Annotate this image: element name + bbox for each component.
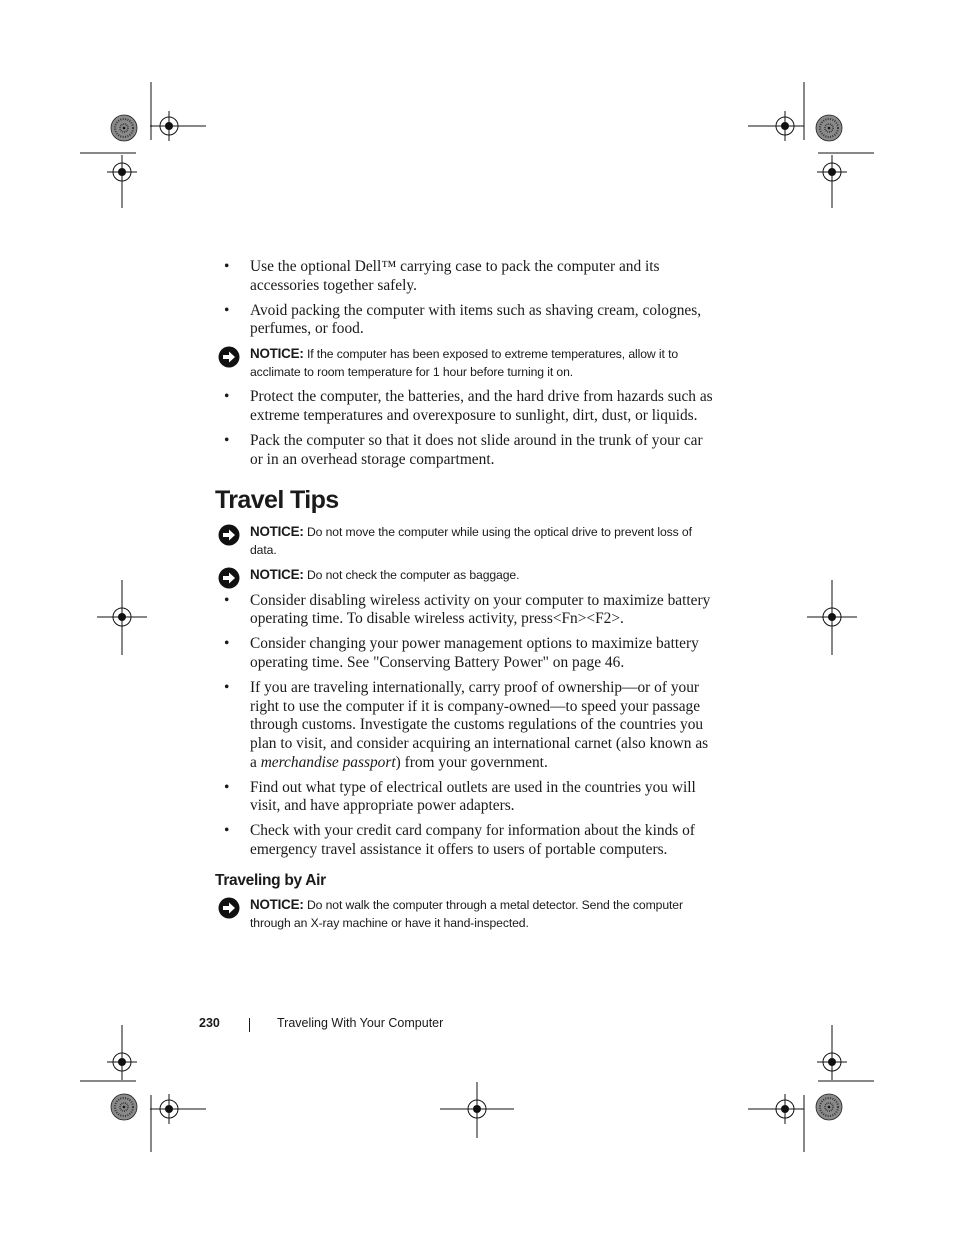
notice-arrow-icon [218,897,240,919]
notice-label: NOTICE: [250,346,304,362]
footer-separator [249,1018,250,1032]
footer-chapter-title: Traveling With Your Computer [277,1016,444,1030]
notice-label: NOTICE: [250,897,304,913]
subsection-heading-traveling-by-air: Traveling by Air [215,872,326,890]
list-item: • Find out what type of electrical outlets are used in the countries you will visit, and have appropriate power adapters. [215,779,715,816]
notice-text: Do not move the computer while using the optical drive to prevent loss of data. [250,525,692,557]
list-item: • Check with your credit card company for information about the kinds of emergency travel assistance it offers to users of portable computers. [215,822,715,859]
notice-arrow-icon [218,346,240,368]
list-item-international [215,679,715,772]
notice-metal-detector [215,896,715,932]
notice-text: If the computer has been exposed to extreme temperatures, allow it to acclimate to room temperature for 1 hour before turning it on. [250,347,679,379]
list-item: • Consider changing your power management options to maximize battery operating time. See "Conserving Battery Power" on page 46. [215,635,715,672]
international-text-italic: merchandise passport [260,753,396,771]
section-heading-travel-tips: Travel Tips [215,486,339,515]
list-item: • Avoid packing the computer with items such as shaving cream, colognes, perfumes, or food. [215,302,715,339]
page-number: 230 [199,1016,220,1030]
list-item: • Pack the computer so that it does not slide around in the trunk of your car or in an overhead storage compartment. [215,432,715,469]
bullet-list-protection [215,388,715,469]
notice-arrow-icon [218,567,240,589]
notice-label: NOTICE: [250,567,304,583]
bullet-list-travel-tips [215,592,715,860]
international-text-start: If you are traveling internationally, carry proof of ownership—or of your right to use the computer if it is company-owned—to speed your passage through customs. Investigate the customs regulations of the countries you plan to visit, and consider acquiring an international carnet (also known as a [250,679,709,771]
list-item: • Consider disabling wireless activity on your computer to maximize battery operating time. To disable wireless activity, press<Fn><F2>. [215,592,715,629]
bullet-list-packing [215,258,715,339]
notice-text: Do not walk the computer through a metal detector. Send the computer through an X-ray machine or have it hand-inspected. [250,898,683,930]
international-text-end: ) from your government. [395,753,548,771]
notice-temperature [215,345,715,381]
notice-baggage [215,566,715,585]
notice-optical-drive [215,523,715,559]
list-item: • Use the optional Dell™ carrying case to pack the computer and its accessories together safely. [215,258,715,295]
list-item: • Protect the computer, the batteries, and the hard drive from hazards such as extreme temperatures and overexposure to sunlight, dirt, dust, or liquids. [215,388,715,425]
notice-text: Do not check the computer as baggage. [306,568,520,583]
notice-arrow-icon [218,524,240,546]
page-content [215,258,715,939]
notice-label: NOTICE: [250,524,304,540]
